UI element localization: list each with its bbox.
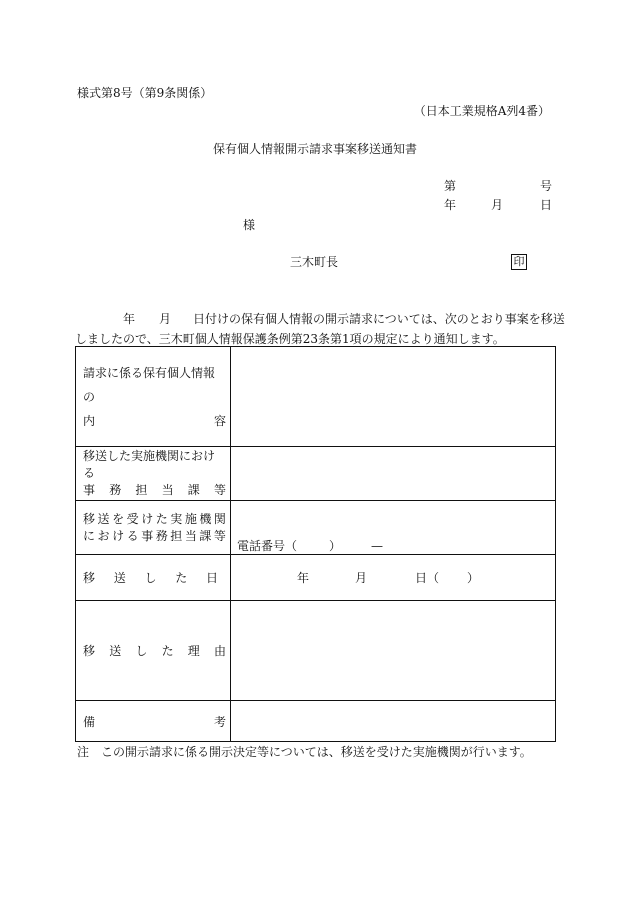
- requested-info-label-line2: 内 容: [83, 413, 226, 428]
- form-number: 様式第8号（第9条関係）: [77, 86, 213, 100]
- body-year: 年: [123, 312, 136, 326]
- transferring-office-label-line2: 事 務 担 当 課 等: [83, 483, 226, 497]
- value-receiving-office[interactable]: [231, 501, 556, 555]
- paper-size-note: （日本工業規格A列4番）: [413, 104, 550, 118]
- label-receiving-office: [76, 501, 231, 555]
- body-line2: しましたので、三木町個人情報保護条例第23条第1項の規定により通知します。: [75, 332, 505, 346]
- label-remarks: [76, 701, 231, 742]
- number-prefix: 第: [444, 179, 457, 193]
- row-transferring-office: [76, 447, 556, 501]
- transferring-office-label-line1: 移送した実施機関における: [83, 449, 216, 480]
- value-transfer-date[interactable]: [231, 555, 556, 601]
- transfer-reason-label: 移 送 し た 理 由: [83, 644, 226, 658]
- transfer-date-weekday-close: ）: [467, 571, 480, 585]
- transfer-date-label: 移 送 し た 日: [83, 571, 218, 585]
- receiving-office-label-line1: 移 送 を 受 け た 実 施 機 関: [83, 511, 226, 526]
- phone-label: 電話番号（: [237, 539, 298, 553]
- label-transferring-office: [76, 447, 231, 501]
- phone-dash: —: [371, 539, 383, 553]
- notice-form-table: [75, 346, 556, 742]
- addressee-honorific: 様: [243, 218, 256, 232]
- seal-stamp-icon: 印: [511, 254, 527, 270]
- transfer-date-day: 日（: [415, 571, 440, 585]
- date-month: 月: [491, 198, 504, 212]
- body-line1: 日付けの保有個人情報の開示請求については、次のとおり事案を移送: [193, 312, 565, 326]
- number-suffix: 号: [540, 179, 553, 193]
- footnote-text: この開示請求に係る開示決定等については、移送を受けた実施機関が行います。: [101, 745, 532, 759]
- value-transferring-office[interactable]: [231, 447, 556, 501]
- notice-body: [75, 309, 565, 349]
- value-requested-info[interactable]: [231, 347, 556, 447]
- sender-name: 三木町長: [290, 255, 339, 269]
- value-transfer-reason[interactable]: [231, 601, 556, 701]
- receiving-office-label-line2: に お け る 事 務 担 当 課 等: [83, 528, 226, 543]
- transfer-date-month: 月: [355, 571, 368, 585]
- footnote-marker: 注: [77, 745, 90, 759]
- row-transfer-reason: [76, 601, 556, 701]
- label-requested-info: [76, 347, 231, 447]
- row-requested-info: [76, 347, 556, 447]
- date-day: 日: [540, 198, 553, 212]
- label-transfer-date: [76, 555, 231, 601]
- row-receiving-office: [76, 501, 556, 555]
- requested-info-label-line1: 請求に係る保有個人情報の: [83, 365, 216, 404]
- document-title: 保有個人情報開示請求事案移送通知書: [213, 142, 418, 156]
- row-remarks: [76, 701, 556, 742]
- value-remarks[interactable]: [231, 701, 556, 742]
- phone-close: ）: [329, 539, 342, 553]
- row-transfer-date: [76, 555, 556, 601]
- date-year: 年: [444, 198, 457, 212]
- body-month: 月: [159, 312, 172, 326]
- remarks-label: 備 考: [83, 714, 226, 729]
- label-transfer-reason: [76, 601, 231, 701]
- transfer-date-year: 年: [297, 571, 310, 585]
